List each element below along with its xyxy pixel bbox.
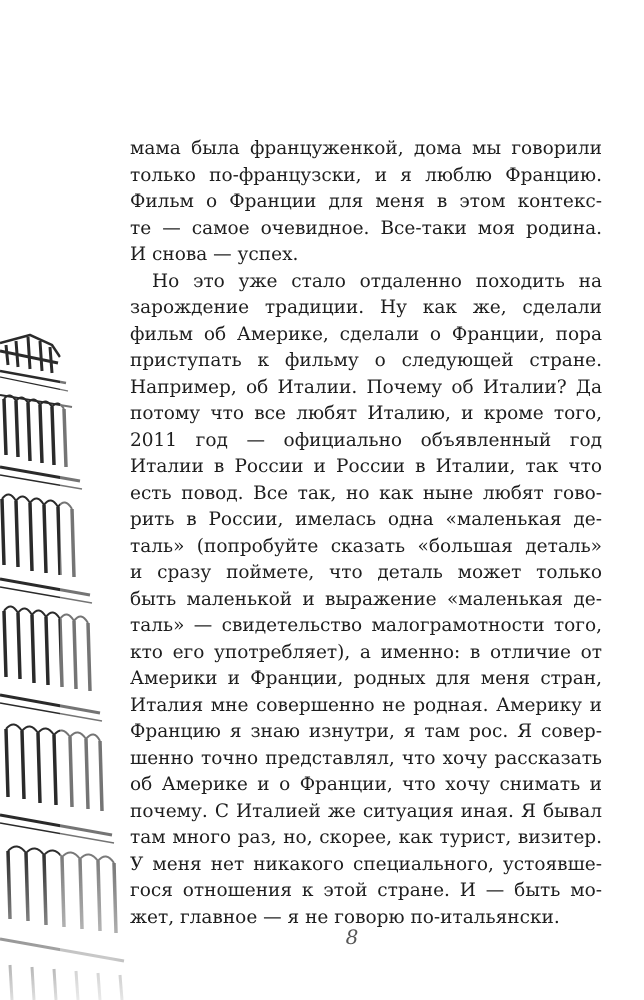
text-line: жет, главное — я не говорю по-итальянски. xyxy=(130,906,560,928)
text-line: мама была француженкой, дома мы говорили xyxy=(130,138,602,159)
text-line: кто его употребляет), а именно: в отличие от xyxy=(130,641,602,663)
text-line: шенно точно представлял, что хочу рассказать xyxy=(130,747,602,769)
text-line: Например, об Италии. Почему об Италии? Да xyxy=(130,376,602,398)
text-line: и сразу поймете, что деталь может только xyxy=(130,562,602,583)
paragraph-2 xyxy=(130,269,602,932)
paragraph-1 xyxy=(130,136,602,269)
text-line: те — самое очевидное. Все-таки моя родина. xyxy=(130,217,602,239)
text-line: Италия мне совершенно не родная. Америку и xyxy=(130,694,602,716)
leaning-tower-illustration xyxy=(0,315,150,1000)
text-line: фильм об Америке, сделали о Франции, пора xyxy=(130,323,602,345)
text-line: быть маленькой и выражение «маленькая де- xyxy=(130,588,602,610)
text-line: таль» (попробуйте сказать «большая деталь» xyxy=(130,535,602,557)
page-number: 8 xyxy=(345,925,359,949)
body-text xyxy=(130,136,602,931)
text-line: таль» — свидетельство малограмотности того, xyxy=(130,615,602,636)
text-line: гося отношения к этой стране. И — быть мо- xyxy=(130,880,602,901)
text-line: Но это уже стало отдаленно походить на xyxy=(152,270,602,292)
text-line: почему. С Италией же ситуация иная. Я бывал xyxy=(130,800,602,822)
text-line: Италии в России и России в Италии, так что xyxy=(130,456,602,477)
text-line: там много раз, но, скорее, как турист, визитер. xyxy=(130,827,602,848)
text-line: 2011 год — официально объявленный год xyxy=(130,429,602,451)
text-line: только по-французски, и я люблю Францию. xyxy=(130,164,602,186)
text-line: И снова — успех. xyxy=(130,244,299,265)
text-line: приступать к фильму о следующей стране. xyxy=(130,350,602,371)
text-line: об Америке и о Франции, что хочу снимать и xyxy=(130,774,602,795)
text-line: потому что все любят Италию, и кроме того, xyxy=(130,403,602,424)
text-line: Америки и Франции, родных для меня стран, xyxy=(130,668,602,689)
text-line: есть повод. Все так, но как ныне любят гово- xyxy=(130,482,602,504)
text-line: Фильм о Франции для меня в этом контекс- xyxy=(130,191,602,212)
text-line: рить в России, имелась одна «маленькая де- xyxy=(130,509,602,530)
text-line: зарождение традиции. Ну как же, сделали xyxy=(130,297,602,318)
text-line: У меня нет никакого специального, устоявше- xyxy=(130,853,602,875)
text-line: Францию я знаю изнутри, я там рос. Я совер- xyxy=(130,721,602,742)
